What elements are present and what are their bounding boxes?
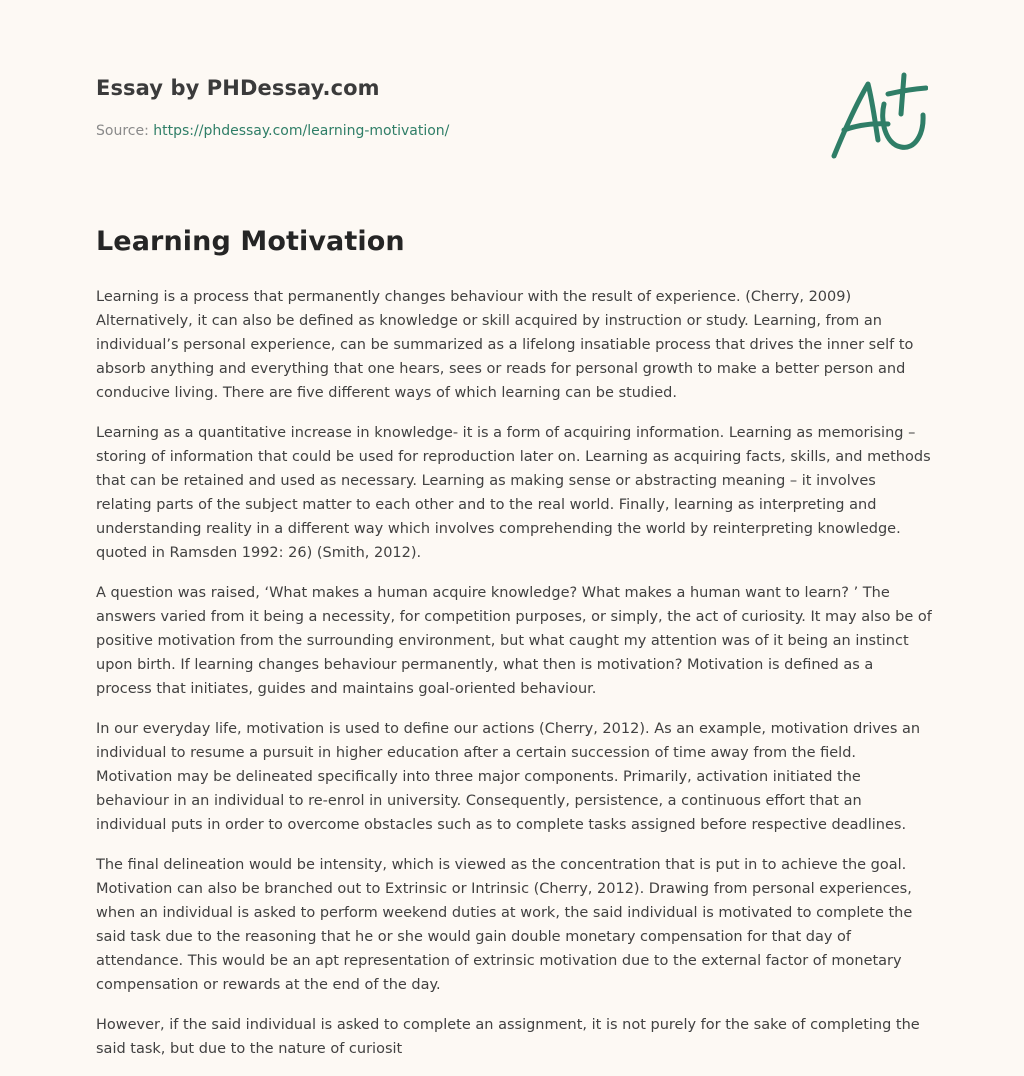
source-link[interactable]: https://phdessay.com/learning-motivation/ (153, 123, 450, 139)
essay-paragraph: Learning as a quantitative increase in knowledge- it is a form of acquiring information. Learning as memorising – storing of information that could be used for reproduction later on. Learning as acquiring facts, skills, and methods that can be retained and used as necessary. Learning as making sense or abstracting meaning – it involves relating parts of the subject matter to each other and to the real world. Finally, learning as interpreting and understanding reality in a different way which involves comprehending the world by reinterpreting knowledge. quoted in Ramsden 1992: 26) (Smith, 2012). (96, 425, 931, 561)
a-plus-logo-icon (828, 70, 928, 162)
essay-content (96, 285, 932, 1076)
page-header (96, 76, 928, 166)
source-line (96, 123, 449, 139)
essay-paragraph: Learning is a process that permanently changes behaviour with the result of experience. (Cherry, 2009) Alternatively, it can also be defined as knowledge or skill acquired by instruction or study. Learning, from an individual’s personal experience, can be summarized as a lifelong insatiable process that drives the inner self to absorb anything and everything that one hears, sees or reads for personal growth to make a better person and conducive living. There are five different ways of which learning can be studied. (96, 289, 914, 401)
essay-paragraph: The final delineation would be intensity, which is viewed as the concentration that is put in to achieve the goal. Motivation can also be branched out to Extrinsic or Intrinsic (Cherry, 2012). Drawing from personal experiences, when an individual is asked to perform weekend duties at work, the said individual is motivated to complete the said task due to the reasoning that he or she would gain double monetary compensation for that day of attendance. This would be an apt representation of extrinsic motivation due to the external factor of monetary compensation or rewards at the end of the day. (96, 857, 913, 993)
essay-paragraph: In our everyday life, motivation is used to define our actions (Cherry, 2012). As an example, motivation drives an individual to resume a pursuit in higher education after a certain succession of time away from the field. Motivation may be delineated specifically into three major components. Primarily, activation initiated the behaviour in an individual to re-enrol in university. Consequently, persistence, a continuous effort that an individual puts in order to overcome obstacles such as to complete tasks assigned before respective deadlines. (96, 721, 921, 833)
brand-title: Essay by PHDessay.com (96, 76, 380, 100)
source-label: Source: (96, 123, 154, 139)
essay-title: Learning Motivation (96, 226, 405, 257)
essay-paragraph: However, if the said individual is asked to complete an assignment, it is not purely for the sake of completing the said task, but due to the nature of curiosit (96, 1017, 920, 1057)
essay-paragraph: A question was raised, ‘What makes a human acquire knowledge? What makes a human want to learn? ’ The answers varied from it being a necessity, for competition purposes, or simply, the act of curiosity. It may also be of positive motivation from the surrounding environment, but what caught my attention was of it being an instinct upon birth. If learning changes behaviour permanently, what then is motivation? Motivation is defined as a process that initiates, guides and maintains goal-oriented behaviour. (96, 585, 932, 697)
